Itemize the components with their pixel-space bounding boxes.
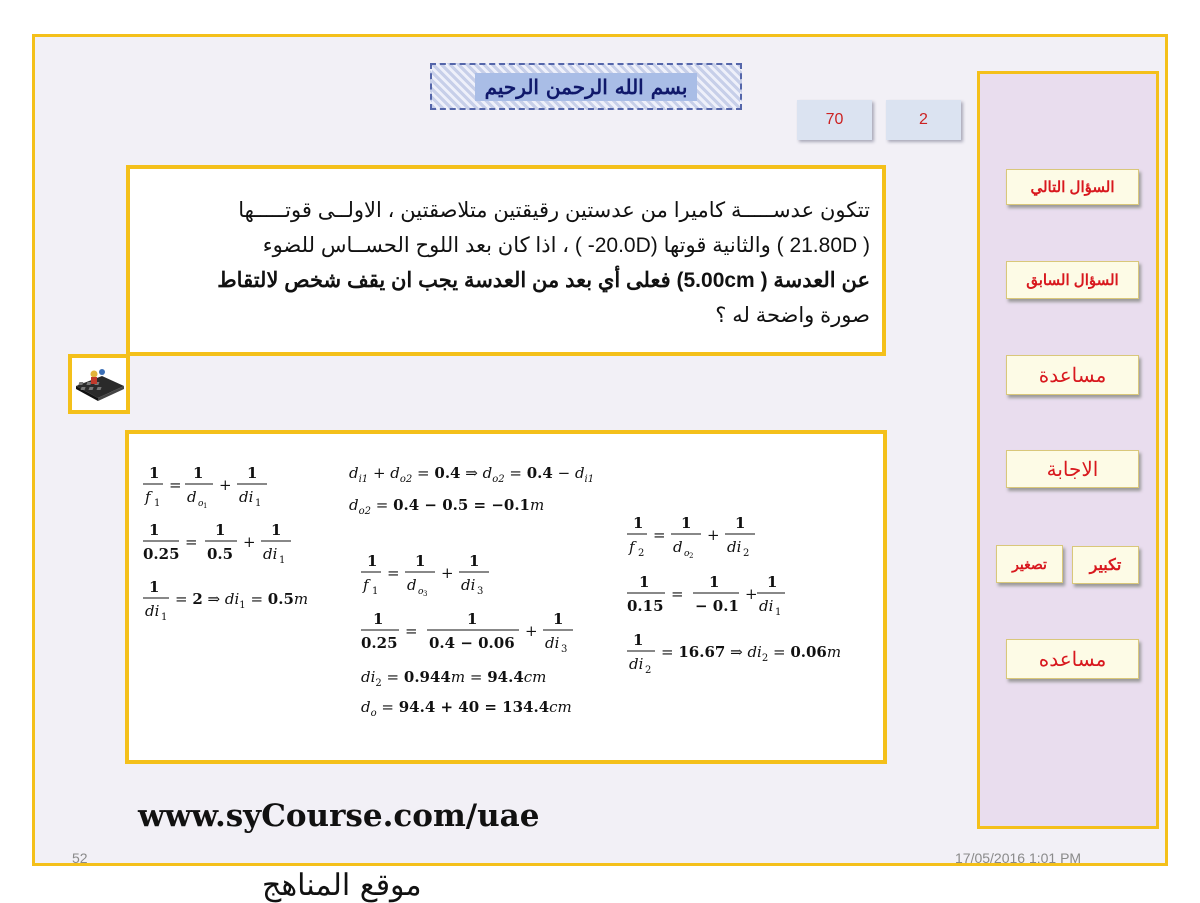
zoom-in-button[interactable]: تكبير bbox=[1072, 546, 1139, 584]
svg-text:+: + bbox=[441, 564, 454, 582]
svg-text:di2 = 0.944m = 94.4cm: $di_2 = 0.944m = 94.4cm$ bbox=[361, 668, 547, 689]
svg-text:+: + bbox=[219, 476, 232, 494]
svg-text:1: 1 bbox=[633, 514, 644, 532]
keyboard-icon-button[interactable] bbox=[68, 354, 130, 414]
svg-text:1: 1 bbox=[149, 464, 160, 482]
svg-text:1: 1 bbox=[247, 464, 258, 482]
help-button[interactable]: مساعدة bbox=[1006, 355, 1139, 395]
svg-text:f: f bbox=[629, 538, 635, 556]
svg-text:di: di bbox=[759, 597, 774, 615]
help-button-2[interactable]: مساعده bbox=[1006, 639, 1139, 679]
svg-text:3: 3 bbox=[561, 644, 568, 655]
svg-text:1: 1 bbox=[149, 578, 160, 596]
svg-text:=: = bbox=[653, 526, 666, 544]
svg-text:di: di bbox=[145, 602, 160, 620]
svg-text:d: d bbox=[673, 538, 683, 556]
svg-text:1: 1 bbox=[373, 610, 384, 628]
svg-text:1: 1 bbox=[193, 464, 204, 482]
svg-text:1: 1 bbox=[553, 610, 564, 628]
svg-text:0.25: 0.25 bbox=[143, 545, 180, 563]
svg-text:+: + bbox=[525, 622, 538, 640]
svg-text:d: d bbox=[187, 488, 197, 506]
svg-text:1: 1 bbox=[215, 521, 226, 539]
svg-text:2: 2 bbox=[645, 665, 652, 676]
svg-text:1: 1 bbox=[372, 586, 379, 597]
site-name: موقع المناهج bbox=[262, 868, 422, 903]
question-counter: 2 bbox=[886, 100, 961, 140]
svg-text:1: 1 bbox=[775, 607, 782, 618]
svg-text:f: f bbox=[363, 576, 369, 594]
svg-text:o: o bbox=[684, 549, 690, 559]
svg-text:1: 1 bbox=[467, 610, 478, 628]
svg-text:+: + bbox=[745, 585, 758, 603]
svg-text:1: 1 bbox=[633, 631, 644, 649]
prev-question-button[interactable]: السؤال السابق bbox=[1006, 261, 1139, 299]
svg-text:=: = bbox=[671, 585, 684, 603]
score-counter: 70 bbox=[797, 100, 872, 140]
svg-text:f: f bbox=[145, 488, 151, 506]
svg-text:0.25: 0.25 bbox=[361, 634, 398, 652]
solution-equations-col3 bbox=[621, 512, 871, 682]
svg-text:1: 1 bbox=[415, 552, 426, 570]
answer-button[interactable]: الاجابة bbox=[1006, 450, 1139, 488]
svg-text:1: 1 bbox=[639, 573, 650, 591]
svg-text:1: 1 bbox=[681, 514, 692, 532]
svg-text:1: 1 bbox=[203, 502, 208, 510]
svg-text:1: 1 bbox=[271, 521, 282, 539]
svg-text:= 16.67 ⇒ di2 = 0.06m: = 16.67 ⇒ $di_2 = 0.06m$ bbox=[661, 643, 842, 664]
svg-text:o: o bbox=[198, 499, 204, 509]
svg-text:do2 = 0.4 − 0.5 = −0.1m: $d_{o2} = 0.4 - 0.5 = -0.1m$ bbox=[349, 496, 545, 517]
website-url: www.syCourse.com/uae bbox=[138, 798, 540, 834]
svg-text:1: 1 bbox=[255, 498, 262, 509]
svg-text:0.15: 0.15 bbox=[627, 597, 664, 615]
solution-equations-col1 bbox=[141, 462, 321, 622]
question-box bbox=[126, 165, 886, 356]
svg-text:0.5: 0.5 bbox=[207, 545, 234, 563]
svg-text:=: = bbox=[169, 476, 182, 494]
svg-text:di: di bbox=[727, 538, 742, 556]
solution-equations-col2 bbox=[347, 460, 650, 720]
svg-text:2: 2 bbox=[689, 552, 694, 560]
svg-text:0.4 − 0.06: 0.4 − 0.06 bbox=[429, 634, 515, 652]
svg-text:2: 2 bbox=[638, 548, 645, 559]
svg-text:=: = bbox=[185, 533, 198, 551]
svg-text:di: di bbox=[239, 488, 254, 506]
banner-text: بسم الله الرحمن الرحيم bbox=[475, 73, 698, 101]
svg-text:2: 2 bbox=[743, 548, 750, 559]
svg-text:1: 1 bbox=[735, 514, 746, 532]
slide-datetime: 17/05/2016 1:01 PM bbox=[955, 850, 1082, 866]
svg-text:di: di bbox=[263, 545, 278, 563]
svg-text:=: = bbox=[387, 564, 400, 582]
svg-text:3: 3 bbox=[423, 590, 428, 598]
svg-text:= 2 ⇒ di1 = 0.5m: = 2 ⇒ $di_1 = 0.5m$ bbox=[175, 590, 309, 611]
svg-text:o: o bbox=[418, 587, 424, 597]
svg-text:1: 1 bbox=[469, 552, 480, 570]
svg-text:di: di bbox=[545, 634, 560, 652]
solution-box bbox=[125, 430, 887, 764]
svg-text:+: + bbox=[707, 526, 720, 544]
svg-text:1: 1 bbox=[709, 573, 720, 591]
next-question-button[interactable]: السؤال التالي bbox=[1006, 169, 1139, 205]
svg-text:di: di bbox=[461, 576, 476, 594]
question-line-2: ( 21.80D ) والثانية قوتها (20.0D- ) ، اذا كان بعد اللوح الحســاس للضوء bbox=[262, 234, 870, 257]
question-line-4: صورة واضحة له ؟ bbox=[715, 304, 870, 327]
svg-text:1: 1 bbox=[367, 552, 378, 570]
question-line-1: تتكون عدســـــة كاميرا من عدستين رقيقتين متلاصقتين ، الاولــى قوتـــــها bbox=[238, 199, 870, 222]
svg-text:di1 + do2 = 0.4 ⇒ do2 = 0.4 −: $d_{i1} + d_{o2} = 0.4$ ⇒ $d_{o2} = 0.4 - d_{i1}$ bbox=[349, 464, 595, 485]
svg-text:1: 1 bbox=[161, 612, 168, 622]
svg-text:=: = bbox=[405, 622, 418, 640]
svg-text:+: + bbox=[243, 533, 256, 551]
svg-text:di: di bbox=[629, 655, 644, 673]
zoom-out-button[interactable]: تصغير bbox=[996, 545, 1063, 583]
svg-text:1: 1 bbox=[149, 521, 160, 539]
svg-text:do = 94.4 + 40 = 134.4cm: $d_o = 94.4 + 40 = 134.4cm$ bbox=[361, 698, 572, 719]
svg-text:3: 3 bbox=[477, 586, 484, 597]
keyboard-icon bbox=[72, 364, 126, 404]
svg-text:− 0.1: − 0.1 bbox=[695, 597, 739, 615]
svg-text:d: d bbox=[407, 576, 417, 594]
basmala-banner bbox=[430, 63, 742, 110]
svg-text:1: 1 bbox=[154, 498, 161, 509]
svg-text:1: 1 bbox=[279, 555, 286, 566]
slide-number: 52 bbox=[72, 850, 88, 866]
svg-text:1: 1 bbox=[767, 573, 778, 591]
question-line-3: عن العدسة ( 5.00cm) فعلى أي بعد من العدسة يجب ان يقف شخص لالتقاط bbox=[217, 269, 870, 292]
